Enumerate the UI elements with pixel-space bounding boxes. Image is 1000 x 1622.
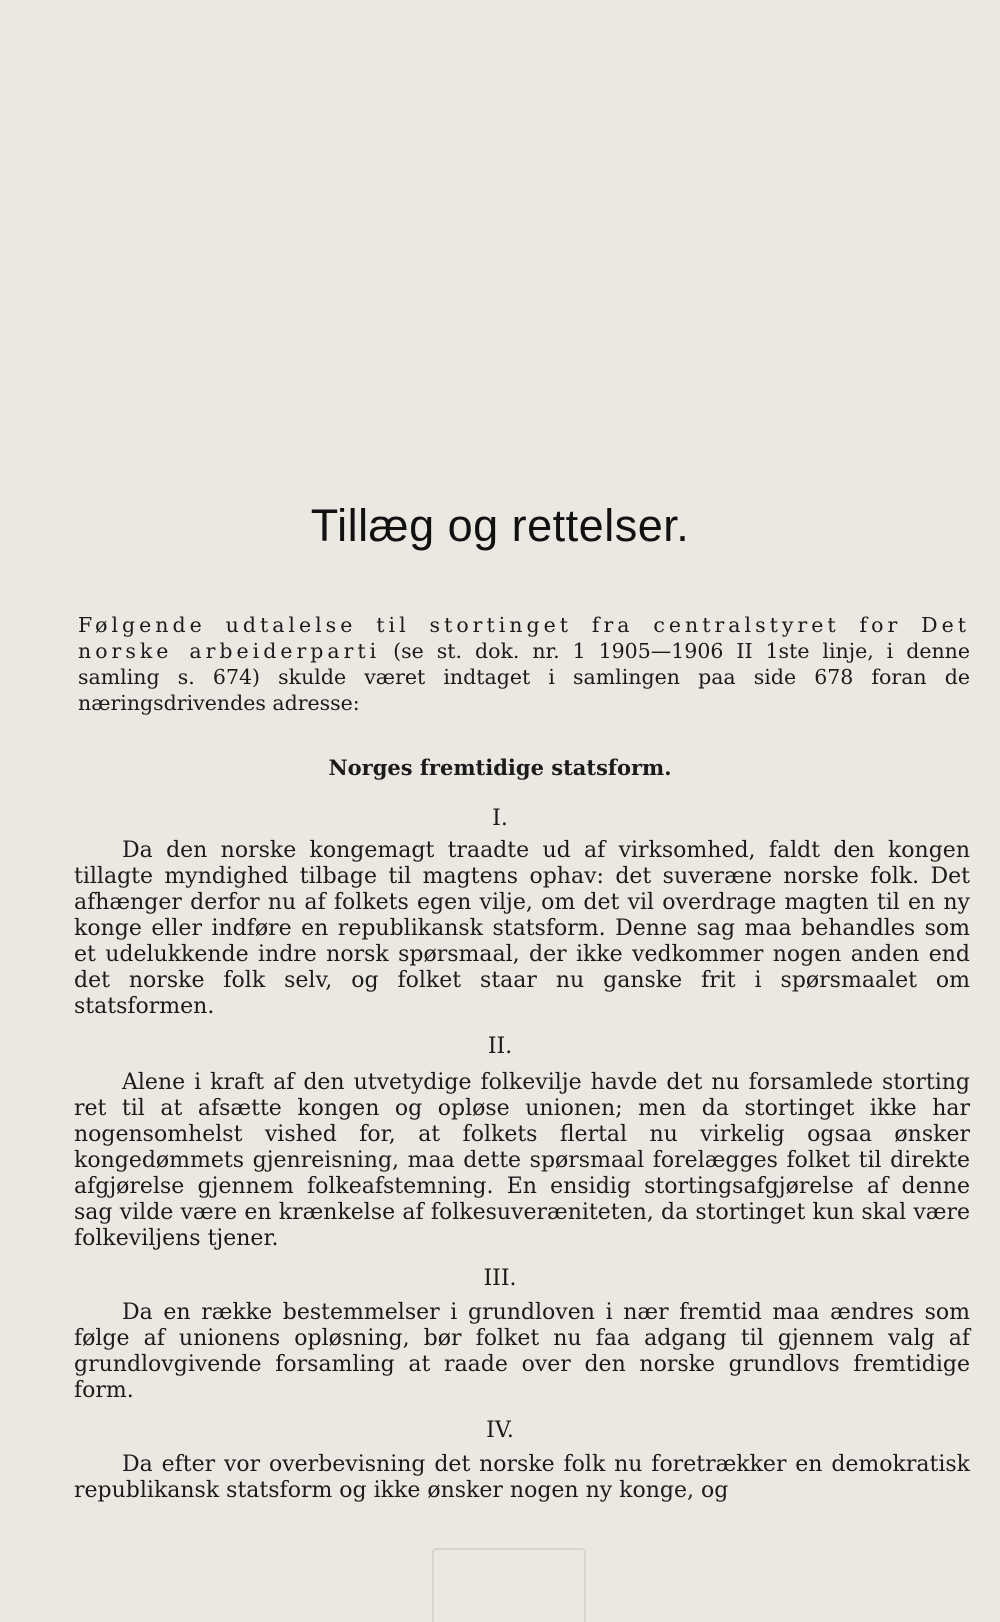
intro-rest-text: (se st. dok. nr. 1 1905—1906 II 1ste linje, i denne samling s. 674) skulde været indtaget i samlingen paa side 678 foran de næringsdrivendes adresse: — [78, 639, 970, 715]
section-number: III. — [483, 1266, 517, 1291]
intro-spaced-text: Følgende udtalelse til stortinget fra centralstyret for Det norske arbeiderparti — [78, 613, 970, 663]
intro-paragraph — [78, 612, 970, 716]
section-number: IV. — [486, 1418, 514, 1443]
section-paragraph: Da en række bestemmelser i grundloven i nær fremtid maa ændres som følge af unionens opløsning, bør folket nu faa adgang til gjennem valg af grundlovgivende forsamling at raade over den norske grundlovs fremtidige form. — [74, 1300, 970, 1403]
section-paragraph: Da efter vor overbevisning det norske folk nu foretrækker en demokratisk republikansk statsform og ikke ønsker nogen ny konge, og — [74, 1452, 970, 1503]
section-paragraph: Da den norske kongemagt traadte ud af virksomhed, faldt den kongen tillagte myndighed tilbage til magtens ophav: det suveræne norske folk. Det afhænger derfor nu af folkets egen vilje, om det vil overdrage magten til en ny konge eller indføre en republikansk statsform. Denne sag maa behandles som et udelukkende indre norsk spørsmaal, der ikke vedkommer nogen anden end det norske folk selv, og folket staar nu ganske frit i spørsmaalet om statsformen. — [74, 838, 970, 1019]
page-title: Tillæg og rettelser. — [310, 500, 690, 551]
section-number: II. — [487, 1034, 513, 1059]
section-number: I. — [492, 806, 508, 831]
library-stamp-mark — [432, 1548, 586, 1622]
section-paragraph: Alene i kraft af den utvetydige folkevilje havde det nu forsamlede storting ret til at afsætte kongen og opløse unionen; men da stortinget ikke har nogensomhelst vished for, at folkets flertal nu virkelig ogsaa ønsker kongedømmets gjenreisning, maa dette spørsmaal forelægges folket til direkte afgjørelse gjennem folkeafstemning. En ensidig stortingsafgjørelse af denne sag vilde være en krænkelse af folkesuveræniteten, da stortinget kun skal være folkeviljens tjener. — [74, 1070, 970, 1251]
section-heading: Norges fremtidige statsform. — [328, 755, 672, 780]
